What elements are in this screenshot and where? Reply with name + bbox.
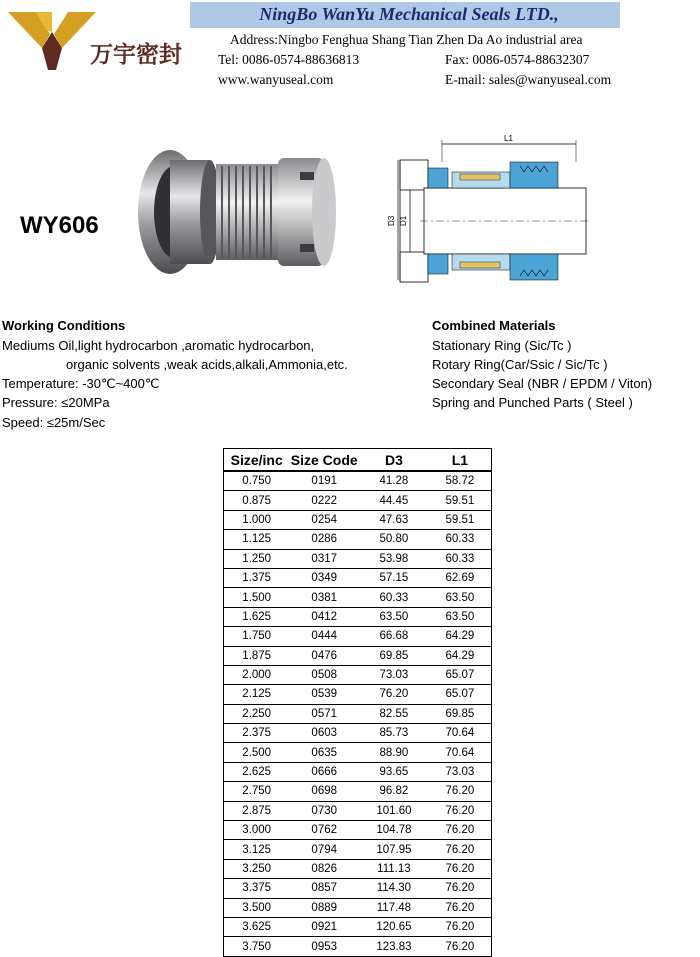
table-row: [224, 917, 492, 936]
mediums-line-2: organic solvents ,weak acids,alkali,Ammonia,etc.: [66, 357, 348, 372]
cell-size-code: 0286: [289, 530, 359, 549]
cell-l1: 70.64: [429, 724, 492, 743]
cell-size-code: 0349: [289, 568, 359, 587]
cell-size-inc: 1.250: [224, 549, 290, 568]
cell-size-code: 0317: [289, 549, 359, 568]
cell-size-code: 0794: [289, 840, 359, 859]
cell-l1: 65.07: [429, 665, 492, 684]
size-table: [223, 448, 492, 957]
cell-size-inc: 2.875: [224, 801, 290, 820]
cell-size-code: 0603: [289, 724, 359, 743]
table-row: [224, 588, 492, 607]
cell-l1: 63.50: [429, 607, 492, 626]
cell-size-inc: 0.875: [224, 491, 290, 510]
cell-d3: 41.28: [359, 471, 429, 491]
cell-l1: 73.03: [429, 762, 492, 781]
cell-size-code: 0953: [289, 937, 359, 956]
cell-l1: 58.72: [429, 471, 492, 491]
speed: Speed: ≤25m/Sec: [2, 415, 106, 430]
cell-d3: 101.60: [359, 801, 429, 820]
table-row: [224, 627, 492, 646]
cell-size-inc: 0.750: [224, 471, 290, 491]
table-row: [224, 568, 492, 587]
cell-d3: 123.83: [359, 937, 429, 956]
cell-size-code: 0254: [289, 510, 359, 529]
cell-d3: 66.68: [359, 627, 429, 646]
cell-l1: 64.29: [429, 646, 492, 665]
cell-l1: 76.20: [429, 879, 492, 898]
table-row: [224, 937, 492, 956]
cell-size-code: 0444: [289, 627, 359, 646]
cell-size-inc: 1.000: [224, 510, 290, 529]
cell-l1: 59.51: [429, 510, 492, 529]
cell-d3: 63.50: [359, 607, 429, 626]
cell-d3: 73.03: [359, 665, 429, 684]
stationary-seat-bottom: [428, 254, 448, 274]
cell-l1: 76.20: [429, 859, 492, 878]
bellows-pattern-bottom: [460, 262, 500, 268]
cell-d3: 93.65: [359, 762, 429, 781]
cell-d3: 85.73: [359, 724, 429, 743]
stationary-seat-top: [428, 168, 448, 188]
cell-l1: 76.20: [429, 801, 492, 820]
dim-d3: D3: [387, 215, 396, 226]
cell-size-inc: 3.750: [224, 937, 290, 956]
company-email[interactable]: E-mail: sales@wanyuseal.com: [445, 72, 612, 87]
cell-d3: 117.48: [359, 898, 429, 917]
company-tel: Tel: 0086-0574-88636813: [218, 52, 360, 67]
cell-size-inc: 2.250: [224, 704, 290, 723]
cell-l1: 76.20: [429, 917, 492, 936]
seal-drawing: [380, 132, 590, 290]
cell-l1: 69.85: [429, 704, 492, 723]
cell-size-code: 0889: [289, 898, 359, 917]
cell-size-code: 0476: [289, 646, 359, 665]
cell-size-code: 0412: [289, 607, 359, 626]
cell-size-code: 0539: [289, 685, 359, 704]
cell-size-inc: 2.375: [224, 724, 290, 743]
cell-size-inc: 3.250: [224, 859, 290, 878]
cell-size-inc: 1.125: [224, 530, 290, 549]
cell-size-code: 0921: [289, 917, 359, 936]
cell-l1: 76.20: [429, 821, 492, 840]
cell-size-code: 0698: [289, 782, 359, 801]
table-row: [224, 801, 492, 820]
collar-bottom: [510, 254, 558, 280]
cell-size-code: 0222: [289, 491, 359, 510]
cell-size-inc: 3.125: [224, 840, 290, 859]
cell-d3: 114.30: [359, 879, 429, 898]
cell-l1: 70.64: [429, 743, 492, 762]
cell-size-inc: 1.375: [224, 568, 290, 587]
cell-size-inc: 1.875: [224, 646, 290, 665]
housing-bottom: [400, 252, 428, 282]
table-row: [224, 859, 492, 878]
table-row: [224, 510, 492, 529]
table-row: [224, 704, 492, 723]
bellows-pattern-top: [460, 174, 500, 180]
table-row: [224, 762, 492, 781]
table-row: [224, 471, 492, 491]
cell-d3: 47.63: [359, 510, 429, 529]
table-row: [224, 530, 492, 549]
dim-d1: D1: [399, 215, 408, 226]
product-model: WY606: [20, 212, 99, 239]
cell-l1: 64.29: [429, 627, 492, 646]
table-row: [224, 782, 492, 801]
cell-d3: 69.85: [359, 646, 429, 665]
housing-top: [400, 160, 428, 190]
working-conditions-heading: Working Conditions: [2, 318, 126, 333]
pressure: Pressure: ≤20MPa: [2, 395, 110, 410]
cell-l1: 65.07: [429, 685, 492, 704]
material-rotary-ring: Rotary Ring(Car/Ssic / Sic/Tc ): [432, 357, 608, 372]
cell-size-code: 0826: [289, 859, 359, 878]
cell-l1: 60.33: [429, 549, 492, 568]
header-l1: L1: [429, 449, 492, 472]
cell-size-code: 0730: [289, 801, 359, 820]
collar-top: [510, 162, 558, 188]
cell-size-inc: 2.000: [224, 665, 290, 684]
header-size-inc: Size/inc: [224, 449, 290, 472]
table-row: [224, 665, 492, 684]
cell-l1: 76.20: [429, 937, 492, 956]
cell-d3: 82.55: [359, 704, 429, 723]
cell-size-code: 0381: [289, 588, 359, 607]
company-address: Address:Ningbo Fenghua Shang Tian Zhen Da Ao industrial area: [230, 32, 583, 47]
cell-size-inc: 1.625: [224, 607, 290, 626]
table-row: [224, 491, 492, 510]
combined-materials-heading: Combined Materials: [432, 318, 556, 333]
company-website[interactable]: www.wanyuseal.com: [218, 72, 334, 87]
cell-d3: 88.90: [359, 743, 429, 762]
table-row: [224, 898, 492, 917]
cell-size-inc: 3.625: [224, 917, 290, 936]
cell-d3: 57.15: [359, 568, 429, 587]
dim-l1: L1: [504, 134, 513, 143]
material-secondary-seal: Secondary Seal (NBR / EPDM / Viton): [432, 376, 653, 391]
mediums-line-1: Mediums Oil,light hydrocarbon ,aromatic hydrocarbon,: [2, 338, 315, 353]
cell-d3: 76.20: [359, 685, 429, 704]
cell-size-inc: 2.125: [224, 685, 290, 704]
cell-d3: 107.95: [359, 840, 429, 859]
logo-text: 万宇密封: [90, 42, 182, 68]
cell-d3: 104.78: [359, 821, 429, 840]
cell-d3: 60.33: [359, 588, 429, 607]
drive-collar-end: [312, 158, 336, 266]
temperature: Temperature: -30℃~400℃: [2, 376, 160, 391]
cell-size-inc: 3.375: [224, 879, 290, 898]
table-row: [224, 685, 492, 704]
table-row: [224, 879, 492, 898]
table-row: [224, 821, 492, 840]
table-row: [224, 549, 492, 568]
header-d3: D3: [359, 449, 429, 472]
cell-d3: 111.13: [359, 859, 429, 878]
cell-size-inc: 1.750: [224, 627, 290, 646]
cell-size-code: 0762: [289, 821, 359, 840]
cell-d3: 96.82: [359, 782, 429, 801]
cell-size-inc: 3.500: [224, 898, 290, 917]
cell-size-inc: 2.500: [224, 743, 290, 762]
cell-size-inc: 1.500: [224, 588, 290, 607]
cell-d3: 120.65: [359, 917, 429, 936]
seal-photo: [132, 142, 342, 282]
cell-size-code: 0666: [289, 762, 359, 781]
cell-l1: 76.20: [429, 898, 492, 917]
material-spring-parts: Spring and Punched Parts ( Steel ): [432, 395, 633, 410]
cell-l1: 76.20: [429, 782, 492, 801]
cell-l1: 62.69: [429, 568, 492, 587]
table-row: [224, 724, 492, 743]
company-name: NingBo WanYu Mechanical Seals LTD.,: [259, 4, 559, 24]
cell-size-inc: 3.000: [224, 821, 290, 840]
company-logo: [6, 8, 206, 78]
cell-l1: 63.50: [429, 588, 492, 607]
table-header-row: [224, 449, 492, 472]
cell-size-code: 0635: [289, 743, 359, 762]
set-screw-slot-2: [300, 244, 314, 252]
table-row: [224, 607, 492, 626]
cell-size-code: 0857: [289, 879, 359, 898]
cell-size-code: 0191: [289, 471, 359, 491]
cell-size-code: 0571: [289, 704, 359, 723]
cell-size-inc: 2.750: [224, 782, 290, 801]
table-row: [224, 743, 492, 762]
cell-d3: 53.98: [359, 549, 429, 568]
cell-size-code: 0508: [289, 665, 359, 684]
set-screw-slot: [300, 172, 314, 180]
table-row: [224, 646, 492, 665]
table-row: [224, 840, 492, 859]
cell-size-inc: 2.625: [224, 762, 290, 781]
cell-d3: 50.80: [359, 530, 429, 549]
company-fax: Fax: 0086-0574-88632307: [445, 52, 590, 67]
material-stationary-ring: Stationary Ring (Sic/Tc ): [432, 338, 572, 353]
cell-l1: 76.20: [429, 840, 492, 859]
cell-d3: 44.45: [359, 491, 429, 510]
cell-l1: 59.51: [429, 491, 492, 510]
cell-l1: 60.33: [429, 530, 492, 549]
header-size-code: Size Code: [289, 449, 359, 472]
